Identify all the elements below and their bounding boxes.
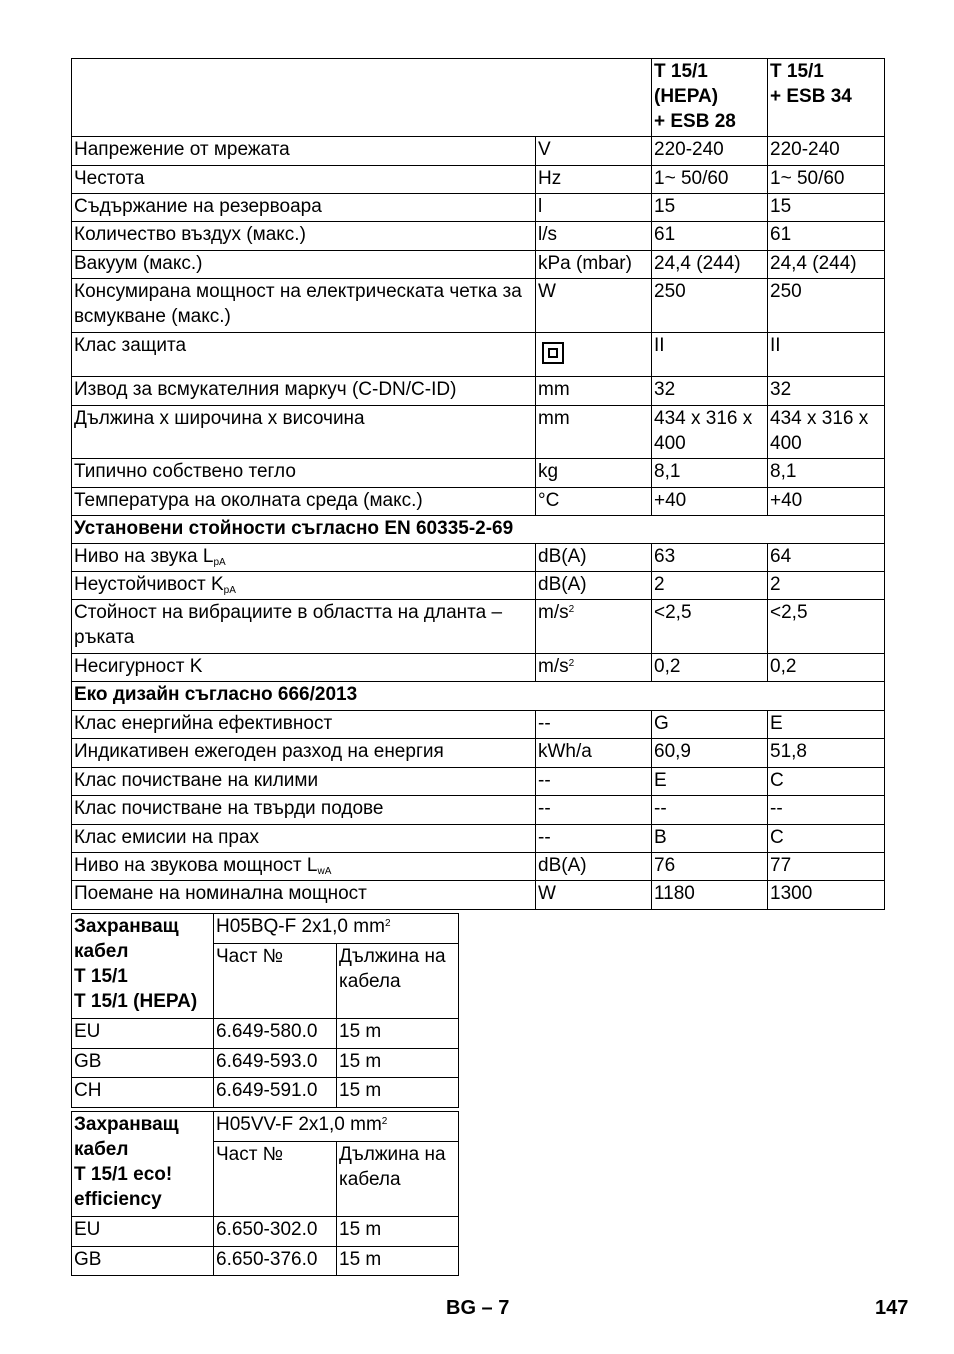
spec-value-1: 220-240 [652, 137, 768, 166]
spec-row [72, 768, 885, 796]
spec-value-2: 220-240 [768, 137, 885, 166]
spec-label: Клас енергийна ефективност [72, 711, 536, 739]
spec-value-2: 51,8 [768, 739, 885, 768]
cable-region: GB [72, 1247, 214, 1276]
page-number: 147 [875, 1297, 909, 1319]
spec-value-2: -- [768, 796, 885, 825]
spec-row [72, 600, 885, 654]
spec-unit: Hz [536, 166, 652, 194]
spec-value-1: B [652, 825, 768, 853]
spec-value-2: <2,5 [768, 600, 885, 654]
spec-unit: dB(A) [536, 572, 652, 600]
spec-row [72, 459, 885, 488]
spec-label: Поемане на номинална мощност [72, 881, 536, 910]
spec-value-2: 250 [768, 279, 885, 333]
cable-region: GB [72, 1049, 214, 1078]
spec-label: Напрежение от мрежата [72, 137, 536, 166]
spec-label: Вакуум (макс.) [72, 251, 536, 279]
spec-value-2: +40 [768, 488, 885, 516]
spec-value-1: 60,9 [652, 739, 768, 768]
spec-value-2: 77 [768, 853, 885, 881]
spec-value-1: E [652, 768, 768, 796]
spec-label: Температура на околната среда (макс.) [72, 488, 536, 516]
protection-class-row [72, 333, 885, 377]
spec-unit: kPa (mbar) [536, 251, 652, 279]
spec-value-2: 1300 [768, 881, 885, 910]
spec-value-2: 24,4 (244) [768, 251, 885, 279]
spec-label: Ниво на звука $L_{pA}$ [72, 544, 536, 572]
spec-row [72, 279, 885, 333]
spec-value-1: +40 [652, 488, 768, 516]
cable-type: H05VV-F 2x1,0 $mm^2$ [214, 1112, 459, 1142]
cable-row [72, 1078, 459, 1108]
spec-value-2: 15 [768, 194, 885, 222]
spec-unit: -- [536, 768, 652, 796]
spec-unit: mm [536, 406, 652, 459]
spec-value-2: C [768, 768, 885, 796]
spec-unit: W [536, 881, 652, 910]
spec-value-1: 250 [652, 279, 768, 333]
specifications-body [72, 59, 885, 910]
cable-length-header: Дължина на кабела [337, 944, 459, 1019]
spec-label: Несигурност K [72, 654, 536, 682]
cable-type: H05BQ-F 2x1,0 $mm^2$ [214, 914, 459, 944]
spec-label: Индикативен ежегоден разход на енергия [72, 739, 536, 768]
spec-value-1: 0,2 [652, 654, 768, 682]
spec-unit: dB(A) [536, 853, 652, 881]
spec-value-2: 32 [768, 377, 885, 406]
spec-row [72, 137, 885, 166]
cable-length: 15 m [337, 1247, 459, 1276]
spec-label: Дължина x широчина x височина [72, 406, 536, 459]
spec-value-2: E [768, 711, 885, 739]
spec-value-2: 1~ 50/60 [768, 166, 885, 194]
power-cable-table-1 [71, 913, 459, 1108]
spec-row [72, 796, 885, 825]
spec-value-1: 1180 [652, 881, 768, 910]
cable-row [72, 1019, 459, 1049]
spec-label: Клас защита [72, 333, 536, 377]
spec-unit: -- [536, 711, 652, 739]
part-number-header: Част № [214, 944, 337, 1019]
spec-label: Съдържание на резервоара [72, 194, 536, 222]
spec-label: Честота [72, 166, 536, 194]
spec-row [72, 488, 885, 516]
cable-region: CH [72, 1078, 214, 1108]
spec-header-empty [72, 59, 652, 137]
spec-label: Стойност на вибрациите в областта на дланта – ръката [72, 600, 536, 654]
cable-part-number: 6.649-591.0 [214, 1078, 337, 1108]
spec-unit: dB(A) [536, 544, 652, 572]
spec-unit: W [536, 279, 652, 333]
cable-length: 15 m [337, 1049, 459, 1078]
spec-value-1: 2 [652, 572, 768, 600]
spec-row [72, 654, 885, 682]
cable-part-number: 6.649-593.0 [214, 1049, 337, 1078]
spec-row [72, 711, 885, 739]
spec-value-1: 76 [652, 853, 768, 881]
cable-region: EU [72, 1019, 214, 1049]
spec-label: Консумирана мощност на електрическата четка за всмукване (макс.) [72, 279, 536, 333]
protection-class-ii-icon [536, 333, 652, 377]
spec-label: Клас емисии на прах [72, 825, 536, 853]
cable-row [72, 1217, 459, 1247]
cable-length: 15 m [337, 1217, 459, 1247]
cable-title: Захранващ кабел T 15/1 T 15/1 (HEPA) [72, 914, 214, 1019]
spec-unit: °C [536, 488, 652, 516]
spec-value-2: II [768, 333, 885, 377]
spec-row [72, 825, 885, 853]
spec-unit: $m/s^2$ [536, 654, 652, 682]
spec-value-1: 1~ 50/60 [652, 166, 768, 194]
cable-row [72, 1247, 459, 1276]
section-footer: BG – 7 [446, 1297, 510, 1319]
spec-header-row [72, 59, 885, 137]
power-cable-table-2 [71, 1111, 459, 1276]
spec-value-1: 24,4 (244) [652, 251, 768, 279]
spec-row [72, 853, 885, 881]
spec-value-2: C [768, 825, 885, 853]
cable-part-number: 6.650-302.0 [214, 1217, 337, 1247]
spec-row [72, 406, 885, 459]
cable-length: 15 m [337, 1019, 459, 1049]
spec-value-2: 434 x 316 x 400 [768, 406, 885, 459]
spec-label: Типично собствено тегло [72, 459, 536, 488]
part-number-header: Част № [214, 1142, 337, 1217]
spec-row [72, 166, 885, 194]
section-heading: Установени стойности съгласно EN 60335-2-69 [72, 516, 885, 544]
spec-value-1: 15 [652, 194, 768, 222]
spec-unit: -- [536, 825, 652, 853]
cable-region: EU [72, 1217, 214, 1247]
spec-row [72, 194, 885, 222]
spec-label: Количество въздух (макс.) [72, 222, 536, 251]
section-row [72, 516, 885, 544]
spec-unit: l/s [536, 222, 652, 251]
cable-header-row [72, 1112, 459, 1142]
spec-unit: $m/s^2$ [536, 600, 652, 654]
spec-value-2: 0,2 [768, 654, 885, 682]
spec-value-1: 434 x 316 x 400 [652, 406, 768, 459]
spec-unit: -- [536, 796, 652, 825]
model-1-header: T 15/1 (HEPA) + ESB 28 [652, 59, 768, 137]
spec-row [72, 572, 885, 600]
spec-row [72, 222, 885, 251]
spec-value-1: G [652, 711, 768, 739]
spec-unit: kg [536, 459, 652, 488]
spec-row [72, 739, 885, 768]
spec-value-2: 2 [768, 572, 885, 600]
spec-label: Ниво на звукова мощност $L_{wA}$ [72, 853, 536, 881]
spec-unit: l [536, 194, 652, 222]
specifications-table [71, 58, 885, 910]
cable-header-row [72, 914, 459, 944]
spec-row [72, 881, 885, 910]
spec-value-2: 61 [768, 222, 885, 251]
spec-value-1: -- [652, 796, 768, 825]
section-heading: Еко дизайн съгласно 666/2013 [72, 682, 885, 711]
cable-length: 15 m [337, 1078, 459, 1108]
cable-length-header: Дължина на кабела [337, 1142, 459, 1217]
cable-part-number: 6.650-376.0 [214, 1247, 337, 1276]
spec-value-1: 32 [652, 377, 768, 406]
spec-label: Извод за всмукателния маркуч (C-DN/C-ID) [72, 377, 536, 406]
cable-title: Захранващ кабел T 15/1 eco! efficiency [72, 1112, 214, 1217]
spec-value-1: <2,5 [652, 600, 768, 654]
spec-label: Неустойчивост $K_{pA}$ [72, 572, 536, 600]
spec-value-2: 64 [768, 544, 885, 572]
spec-value-2: 8,1 [768, 459, 885, 488]
spec-unit: mm [536, 377, 652, 406]
cable-row [72, 1049, 459, 1078]
spec-row [72, 544, 885, 572]
spec-value-1: II [652, 333, 768, 377]
spec-row [72, 251, 885, 279]
spec-label: Клас почистване на килими [72, 768, 536, 796]
cable-part-number: 6.649-580.0 [214, 1019, 337, 1049]
spec-unit: V [536, 137, 652, 166]
spec-label: Клас почистване на твърди подове [72, 796, 536, 825]
model-2-header: T 15/1 + ESB 34 [768, 59, 885, 137]
spec-row [72, 377, 885, 406]
spec-unit: kWh/a [536, 739, 652, 768]
spec-value-1: 63 [652, 544, 768, 572]
section-row [72, 682, 885, 711]
spec-value-1: 61 [652, 222, 768, 251]
spec-value-1: 8,1 [652, 459, 768, 488]
